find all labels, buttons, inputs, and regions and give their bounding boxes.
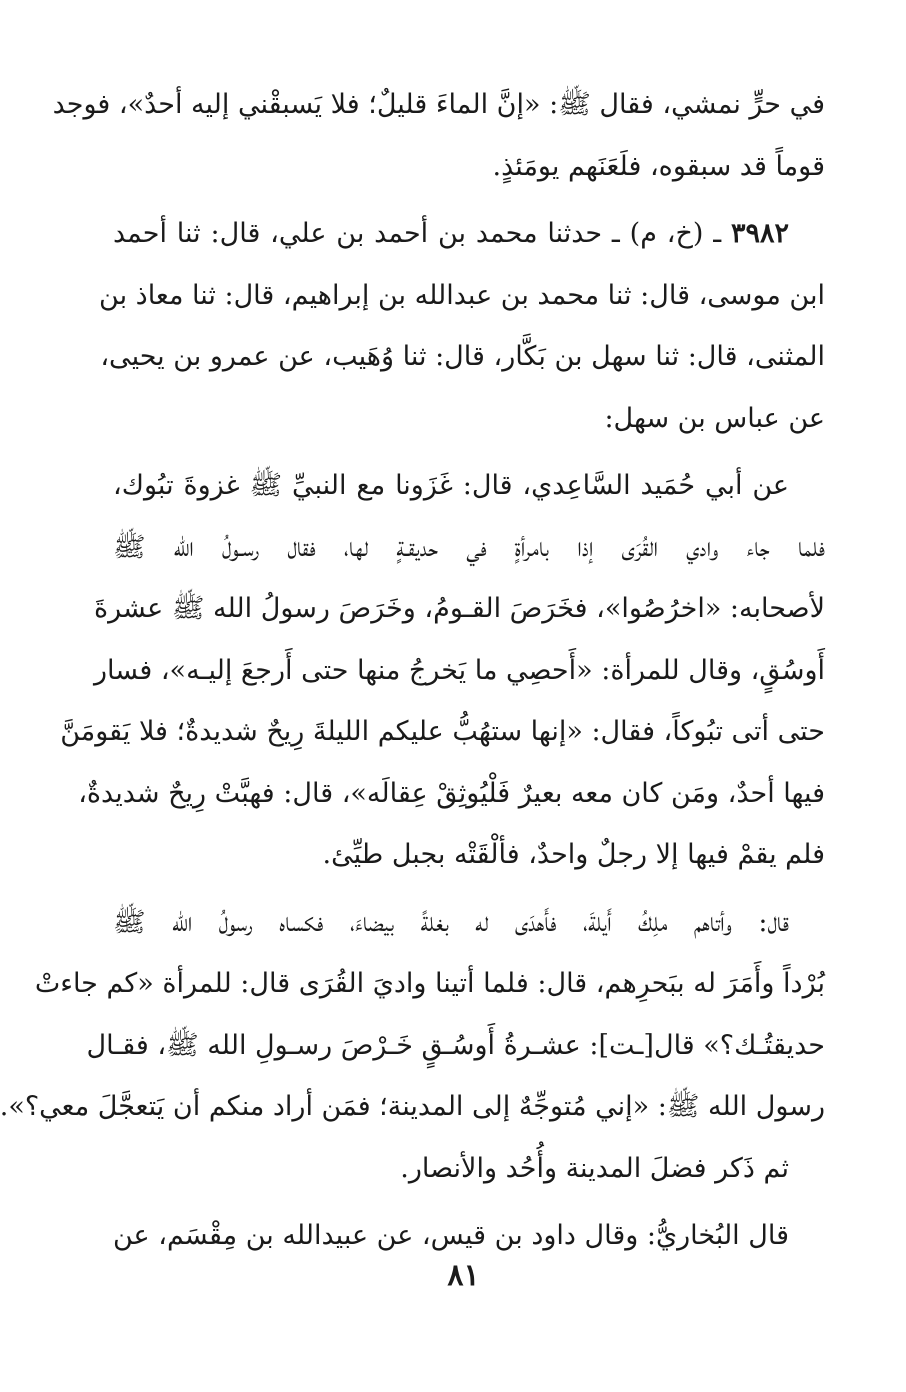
text-line: فلما جاء وادي القُرَى إذا بامرأةٍ في حديقـةٍ لها، فقال رسـولُ الله ﷺ [113,531,825,563]
paragraph-4 [0,892,825,1138]
text-line: فيها أحدٌ، ومَن كان معه بعيرٌ فَلْيُوثِقْ عِقالَه»، قال: فهبَّتْ رِيحٌ شديدةٌ، [78,777,825,809]
text-line: عن عباس بن سهل: [604,402,825,434]
text-line: عن أبي حُمَيد السَّاعِدي، قال: غَزَونا مع النبيِّ ﷺ غزوةَ تبُوك، [113,470,789,501]
text-line: ثم ذَكر فضلَ المدينة وأُحُد والأنصار. [400,1152,789,1184]
text-line: المثنى، قال: ثنا سهل بن بَكَّار، قال: ثنا وُهَيب، عن عمرو بن يحيى، [100,341,825,372]
text-line: في حرٍّ نمشي، فقال ﷺ: «إنَّ الماءَ قليلٌ؛ فلا يَسبقْني إليه أحدٌ»، فوجد [52,89,825,120]
page-number: ٨١ [447,1258,480,1293]
page-body [0,74,825,1267]
text-line: فلم يقمْ فيها إلا رجلٌ واحدٌ، فألْقَتْه بجبل طيِّئ. [322,839,825,870]
text-line: حديقتُـك؟» قال[ـت]: عشـرةُ أَوسُـقٍ خَـرْصَ رسـولِ الله ﷺ، فقـال [86,1029,825,1061]
text-line: رسول الله ﷺ: «إني مُتوجِّهٌ إلى المدينة؛ فمَن أراد منكم أن يَتعجَّلَ معي؟». [0,1091,825,1122]
text-line: أَوسُقٍ، وقال للمرأة: «أَحصِي ما يَخرجُ منها حتى أَرجعَ إليـه»، فسار [94,654,825,686]
text-line-rest: ـ (خ، م) ـ حدثنا محمد بن أحمد بن علي، قال: ثنا أحمد [113,218,731,249]
paragraph-3 [60,455,825,886]
paragraph-1 [52,74,825,197]
text-line: بُرْداً وأَمَرَ له ببَحرِهم، قال: فلما أتينا واديَ القُرَى قال: للمرأة «كم جاءتْ [34,968,825,999]
text-line: قال: وأتاهم ملِكُ أَيلةَ، فأَهدَى له بغلةً بيضاءَ، فكساه رسولُ الله ﷺ [113,906,789,938]
text-line: قال البُخاريُّ: وقال داود بن قيس، عن عبيدالله بن مِقْسَم، عن [112,1220,789,1251]
text-line [113,203,825,265]
text-line: ابن موسى، قال: ثنا محمد بن عبدالله بن إبراهيم، قال: ثنا معاذ بن [99,279,825,311]
paragraph-5 [113,1138,825,1200]
hadith-number: ٣٩٨٢ [730,218,789,249]
paragraph-2 [99,203,825,449]
text-line: حتى أتى تبُوكاً، فقال: «إنها ستهُبُّ عليكم الليلةَ رِيحٌ شديدةٌ؛ فلا يَقومَنَّ [60,716,825,747]
text-line: لأصحابه: «اخرُصُوا»، فخَرَصَ القـومُ، وخَرَصَ رسولُ الله ﷺ عشرةَ [94,593,825,624]
text-line: قوماً قد سبقوه، فلَعَنَهم يومَئذٍ. [492,150,825,182]
